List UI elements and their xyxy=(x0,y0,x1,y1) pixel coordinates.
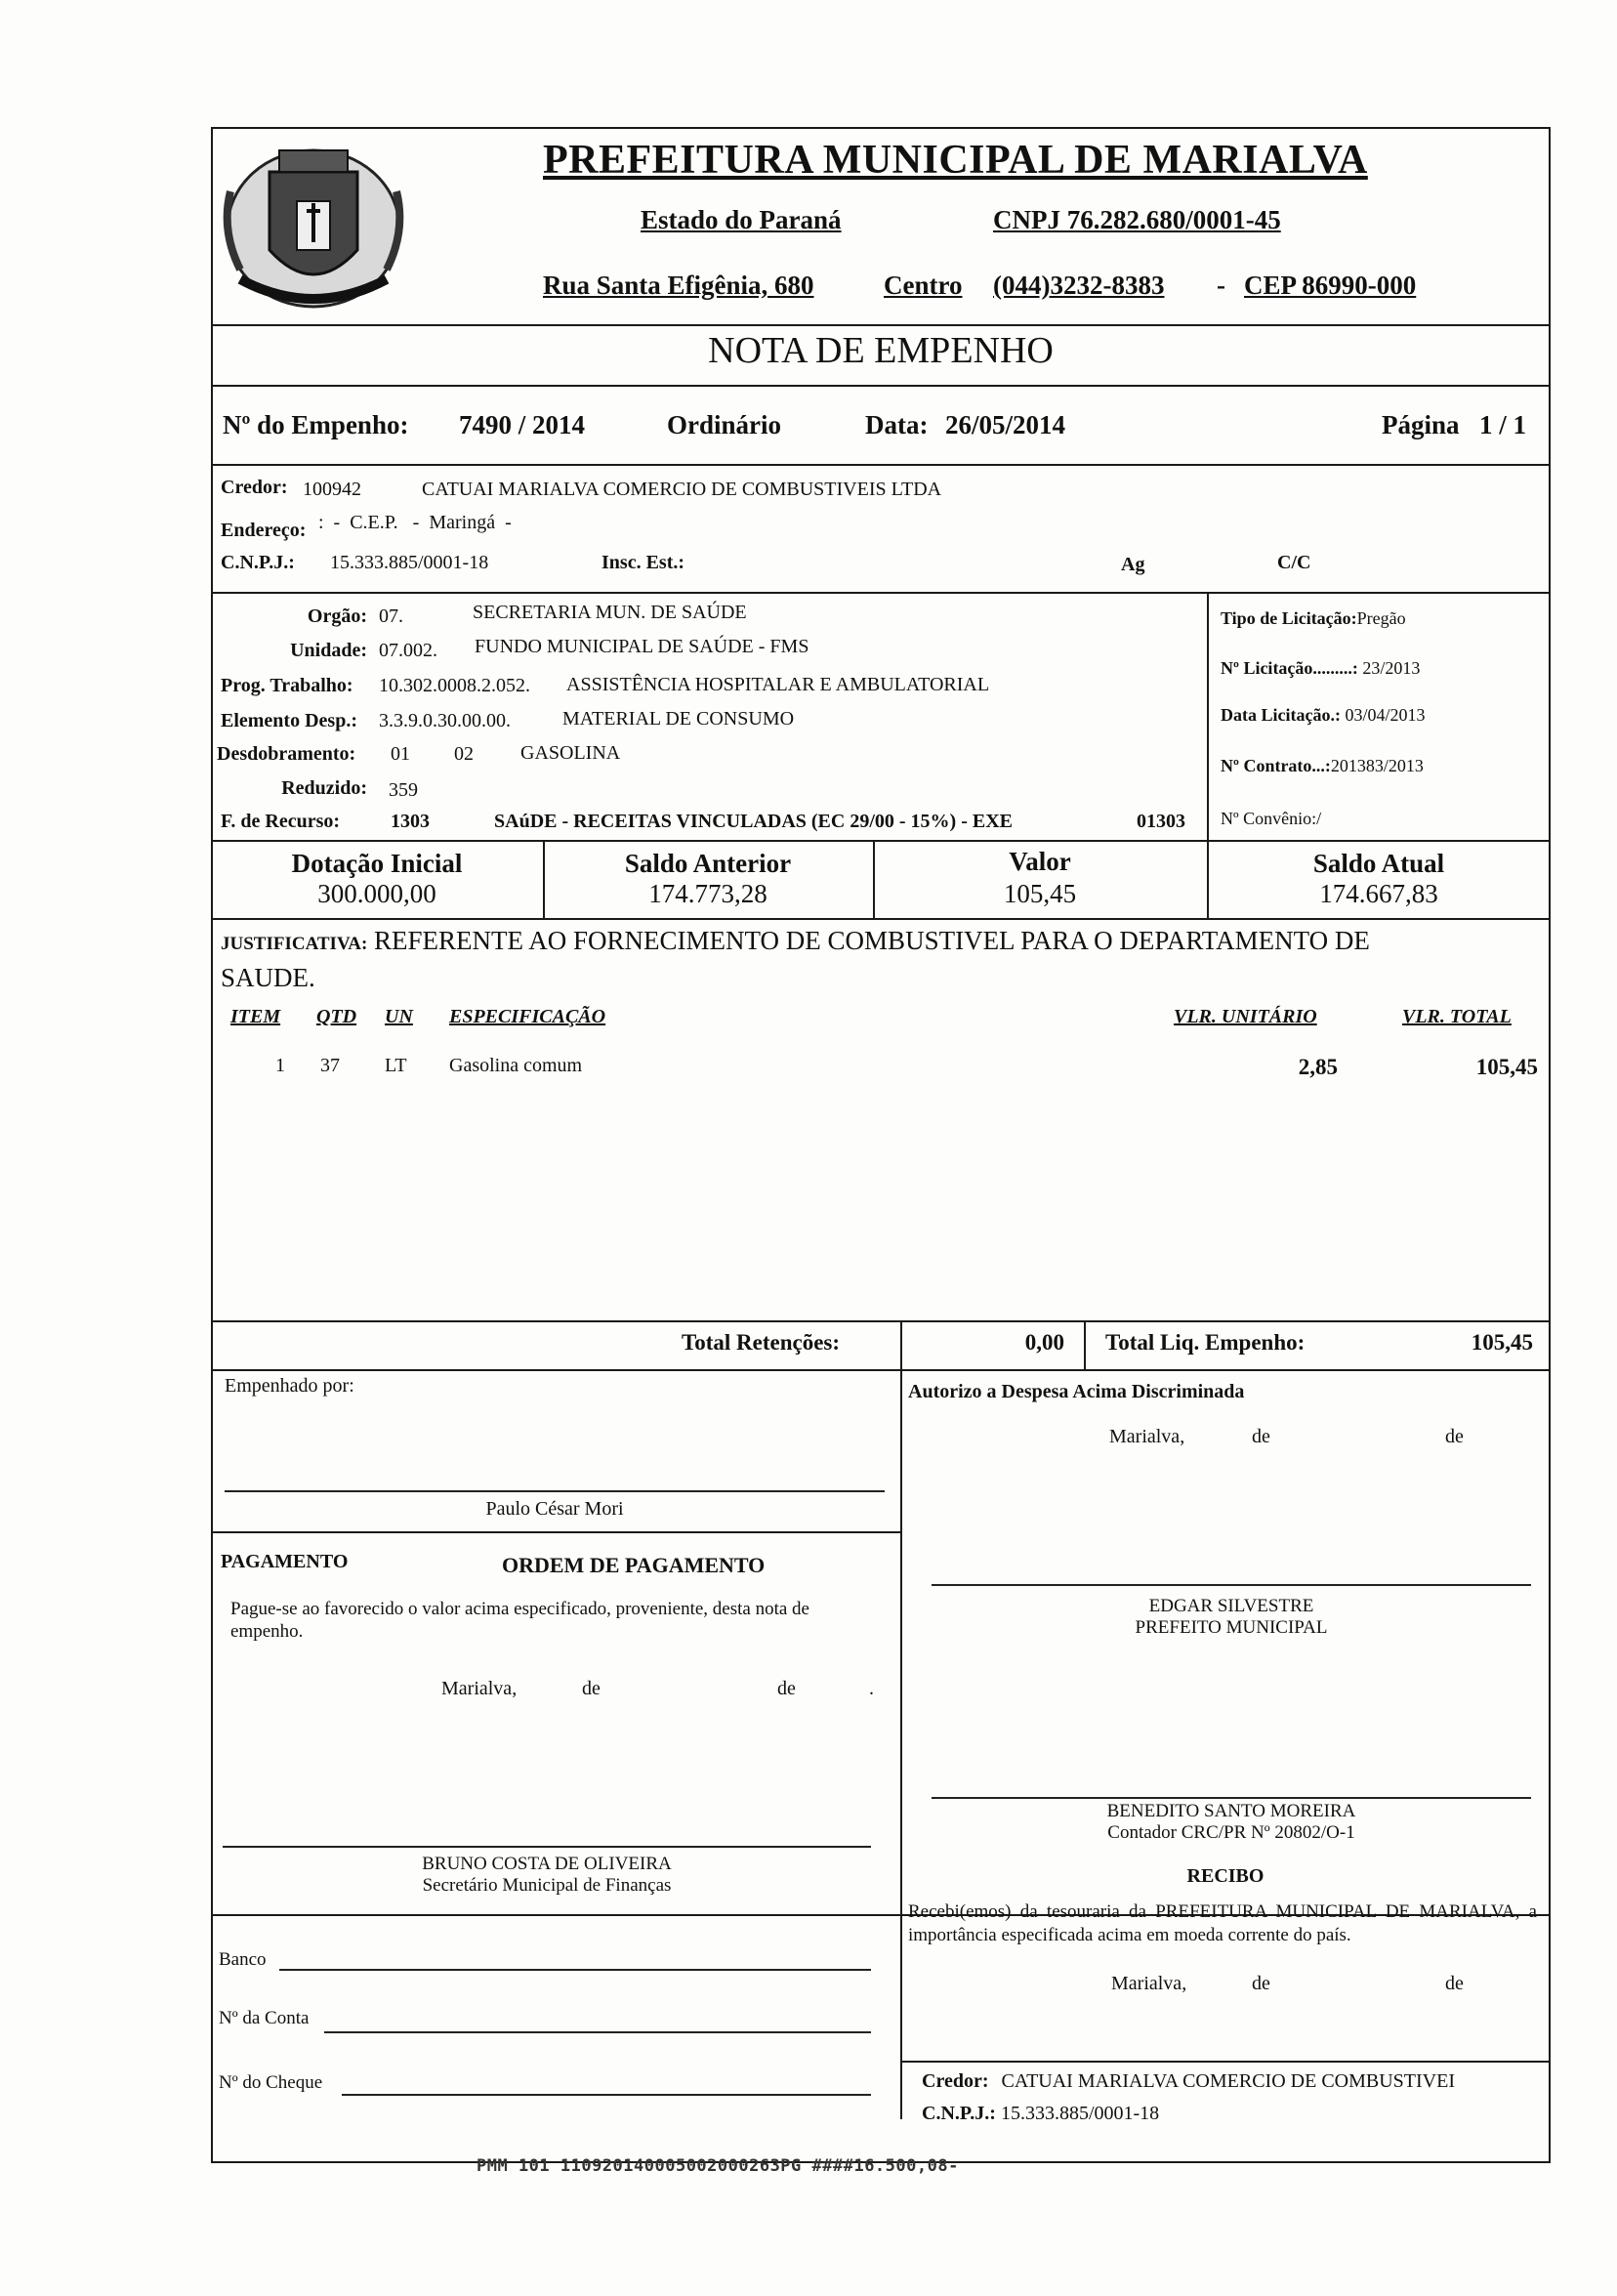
saldo-atual-label: Saldo Atual xyxy=(1312,849,1445,878)
justificativa-text-continued: SAUDE. xyxy=(221,963,315,992)
item-spec: Gasolina comum xyxy=(449,1055,583,1076)
page-number: 1 / 1 xyxy=(1479,410,1527,439)
cep: CEP 86990-000 xyxy=(1244,271,1417,300)
licitacao-number xyxy=(1221,658,1420,679)
divider xyxy=(211,1531,900,1533)
prog-code: 10.302.0008.2.052. xyxy=(379,675,530,696)
ag-label: Ag xyxy=(1121,554,1145,575)
recibo-title: RECIBO xyxy=(1186,1865,1265,1887)
divider xyxy=(211,1369,1551,1371)
district: Centro xyxy=(884,271,963,300)
cnpj: CNPJ 76.282.680/0001-45 xyxy=(993,205,1281,234)
doc-title: NOTA DE EMPENHO xyxy=(708,330,1054,371)
convenio-label: Nº Convênio:/ xyxy=(1221,809,1322,828)
autorizo-de1: de xyxy=(1252,1426,1270,1447)
col-item: ITEM xyxy=(230,1006,281,1027)
reduzido-value: 359 xyxy=(389,779,418,801)
recibo-de1: de xyxy=(1252,1973,1270,1994)
saldo-anterior-value: 174.773,28 xyxy=(648,879,767,908)
orgao-code: 07. xyxy=(379,605,403,627)
orgao-label: Orgão: xyxy=(307,605,367,627)
contador-name: BENEDITO SANTO MOREIRA xyxy=(1106,1801,1356,1821)
fonte-name: SAúDE - RECEITAS VINCULADAS (EC 29/00 - 15%) - EXE xyxy=(494,811,1013,832)
signature-line xyxy=(932,1797,1531,1799)
desdobramento-label: Desdobramento: xyxy=(217,743,356,765)
recibo-cnpj xyxy=(922,2103,1159,2125)
prog-name: ASSISTÊNCIA HOSPITALAR E AMBULATORIAL xyxy=(566,674,990,695)
col-unit-value: VLR. UNITÁRIO xyxy=(1174,1006,1317,1027)
item-number: 1 xyxy=(275,1055,285,1076)
justificativa xyxy=(221,924,1539,995)
unidade-name: FUNDO MUNICIPAL DE SAÚDE - FMS xyxy=(475,636,809,657)
item-total-value: 105,45 xyxy=(1475,1055,1538,1079)
empenhado-name: Paulo César Mori xyxy=(485,1498,624,1520)
recibo-cnpj-value: 15.333.885/0001-18 xyxy=(1000,2103,1160,2124)
licitacao-type xyxy=(1221,608,1406,629)
dotacao-inicial-label: Dotação Inicial xyxy=(291,849,463,878)
pagamento-de1: de xyxy=(582,1678,601,1699)
cheque-line xyxy=(342,2094,871,2096)
saldo-anterior-label: Saldo Anterior xyxy=(624,849,792,878)
col-total-value: VLR. TOTAL xyxy=(1402,1006,1512,1027)
licitacao-date xyxy=(1221,705,1425,726)
total-liq-label: Total Liq. Empenho: xyxy=(1105,1330,1306,1355)
signature-line xyxy=(225,1490,885,1492)
pagamento-dot: . xyxy=(869,1678,874,1699)
date-label: Data: xyxy=(865,410,929,439)
col-un: UN xyxy=(385,1006,413,1027)
credor-name: CATUAI MARIALVA COMERCIO DE COMBUSTIVEIS LTDA xyxy=(422,479,942,500)
recibo-credor xyxy=(922,2070,1455,2093)
credor-cnpj: 15.333.885/0001-18 xyxy=(330,552,489,573)
divider xyxy=(211,840,1551,842)
recibo-cnpj-label: C.N.P.J.: xyxy=(922,2103,996,2124)
divider xyxy=(1207,592,1209,840)
reduzido-label: Reduzido: xyxy=(281,777,367,799)
signature-line xyxy=(932,1584,1531,1586)
elemento-name: MATERIAL DE CONSUMO xyxy=(562,708,795,730)
licitacao-date-label: Data Licitação.: xyxy=(1221,705,1341,725)
page-label: Página xyxy=(1382,410,1460,439)
pagamento-label: PAGAMENTO xyxy=(221,1551,349,1572)
licitacao-date-value: 03/04/2013 xyxy=(1345,705,1426,725)
desdobramento-code2: 02 xyxy=(454,743,474,765)
autorizo-label: Autorizo a Despesa Acima Discriminada xyxy=(908,1381,1245,1402)
unidade-code: 07.002. xyxy=(379,640,437,661)
dash: - xyxy=(1217,271,1225,300)
pagamento-de2: de xyxy=(777,1678,796,1699)
credor-label: Credor: xyxy=(221,477,288,498)
cheque-label: Nº do Cheque xyxy=(219,2072,323,2093)
unidade-label: Unidade: xyxy=(290,640,367,661)
col-qtd: QTD xyxy=(316,1006,357,1027)
saldo-atual-value: 174.667,83 xyxy=(1319,879,1438,908)
contrato-label: Nº Contrato...: xyxy=(1221,756,1331,775)
address-label: Endereço: xyxy=(221,520,307,541)
recibo-place: Marialva, xyxy=(1111,1973,1187,1994)
recibo-text: Recebi(emos) da tesouraria da PREFEITURA MUNICIPAL DE MARIALVA, a importância especificada acima em moeda corrente do país. xyxy=(908,1901,1537,1945)
prefeito-name: EDGAR SILVESTRE xyxy=(1148,1596,1314,1616)
signature-line xyxy=(223,1846,871,1848)
phone: (044)3232-8383 xyxy=(993,271,1165,300)
licitacao-number-label: Nº Licitação.........: xyxy=(1221,658,1358,678)
divider xyxy=(1084,1320,1086,1369)
total-retencoes-value: 0,00 xyxy=(1024,1330,1064,1355)
desdobramento-name: GASOLINA xyxy=(520,742,621,764)
divider xyxy=(900,1369,902,2119)
cc-label: C/C xyxy=(1277,552,1311,573)
secretario-name: BRUNO COSTA DE OLIVEIRA xyxy=(422,1854,672,1874)
elemento-code: 3.3.9.0.30.00.00. xyxy=(379,710,511,731)
valor-value: 105,45 xyxy=(1003,879,1077,908)
desdobramento-code1: 01 xyxy=(391,743,410,765)
fonte-code: 1303 xyxy=(391,811,430,832)
contador-role: Contador CRC/PR Nº 20802/O-1 xyxy=(1107,1822,1355,1843)
ordem-pagamento-label: ORDEM DE PAGAMENTO xyxy=(502,1553,766,1577)
empenho-label: Nº do Empenho: xyxy=(223,410,409,439)
divider xyxy=(900,1320,902,1369)
justificativa-text: REFERENTE AO FORNECIMENTO DE COMBUSTIVEL PARA O DEPARTAMENTO DE xyxy=(374,926,1370,955)
state-name: Estado do Paraná xyxy=(641,205,842,234)
elemento-label: Elemento Desp.: xyxy=(221,710,357,731)
divider xyxy=(211,324,1551,326)
convenio xyxy=(1221,809,1321,829)
empenho-date: 26/05/2014 xyxy=(945,410,1066,439)
item-qtd: 37 xyxy=(320,1055,340,1076)
coat-of-arms-logo xyxy=(211,133,416,324)
pagamento-place: Marialva, xyxy=(441,1678,518,1699)
tipo-licitacao-value: Pregão xyxy=(1356,608,1406,628)
dotacao-inicial-value: 300.000,00 xyxy=(317,879,436,908)
item-unit-value: 2,85 xyxy=(1298,1055,1338,1079)
recibo-de2: de xyxy=(1445,1973,1464,1994)
total-retencoes-label: Total Retenções: xyxy=(682,1330,841,1355)
prefeito-role: PREFEITO MUNICIPAL xyxy=(1135,1617,1328,1638)
total-liq-value: 105,45 xyxy=(1471,1330,1533,1355)
justificativa-label: JUSTIFICATIVA: xyxy=(221,934,368,954)
prog-label: Prog. Trabalho: xyxy=(221,675,353,696)
fonte-code2: 01303 xyxy=(1137,811,1185,832)
pagamento-text: Pague-se ao favorecido o valor acima especificado, proveniente, desta nota de empenho. xyxy=(230,1599,809,1642)
conta-line xyxy=(324,2031,871,2033)
valor-label: Valor xyxy=(1009,847,1071,876)
licitacao-number-value: 23/2013 xyxy=(1362,658,1421,678)
empenho-type: Ordinário xyxy=(667,410,782,439)
banco-label: Banco xyxy=(219,1949,267,1970)
empenho-number: 7490 / 2014 xyxy=(459,410,586,439)
contrato-number xyxy=(1221,756,1424,776)
tipo-licitacao-label: Tipo de Licitação: xyxy=(1221,608,1357,628)
empenhado-label: Empenhado por: xyxy=(225,1375,354,1397)
contrato-value: 201383/2013 xyxy=(1330,756,1424,775)
banco-line xyxy=(279,1969,871,1971)
credor-code: 100942 xyxy=(303,479,361,500)
divider xyxy=(211,1320,1551,1322)
recibo-credor-label: Credor: xyxy=(922,2070,989,2092)
orgao-name: SECRETARIA MUN. DE SAÚDE xyxy=(473,602,747,623)
autorizo-place: Marialva, xyxy=(1109,1426,1185,1447)
divider xyxy=(900,2061,1551,2063)
col-spec: ESPECIFICAÇÃO xyxy=(449,1006,606,1027)
fonte-label: F. de Recurso: xyxy=(221,811,341,832)
recibo-credor-name: CATUAI MARIALVA COMERCIO DE COMBUSTIVEI xyxy=(1001,2070,1455,2092)
secretario-role: Secretário Municipal de Finanças xyxy=(422,1875,672,1896)
divider xyxy=(211,385,1551,387)
insc-label: Insc. Est.: xyxy=(601,552,685,573)
item-un: LT xyxy=(385,1055,407,1076)
conta-label: Nº da Conta xyxy=(219,2008,310,2028)
cnpj-label: C.N.P.J.: xyxy=(221,552,295,573)
address: Rua Santa Efigênia, 680 xyxy=(543,271,814,300)
footer-code: PMM 101 110920140005002000263PG ####16.500,08- xyxy=(477,2156,959,2176)
divider xyxy=(211,918,1551,920)
autorizo-de2: de xyxy=(1445,1426,1464,1447)
prefeitura-title: PREFEITURA MUNICIPAL DE MARIALVA xyxy=(543,138,1368,183)
credor-address: : - C.E.P. - Maringá - xyxy=(318,512,512,533)
divider xyxy=(211,592,1551,594)
divider xyxy=(211,464,1551,466)
